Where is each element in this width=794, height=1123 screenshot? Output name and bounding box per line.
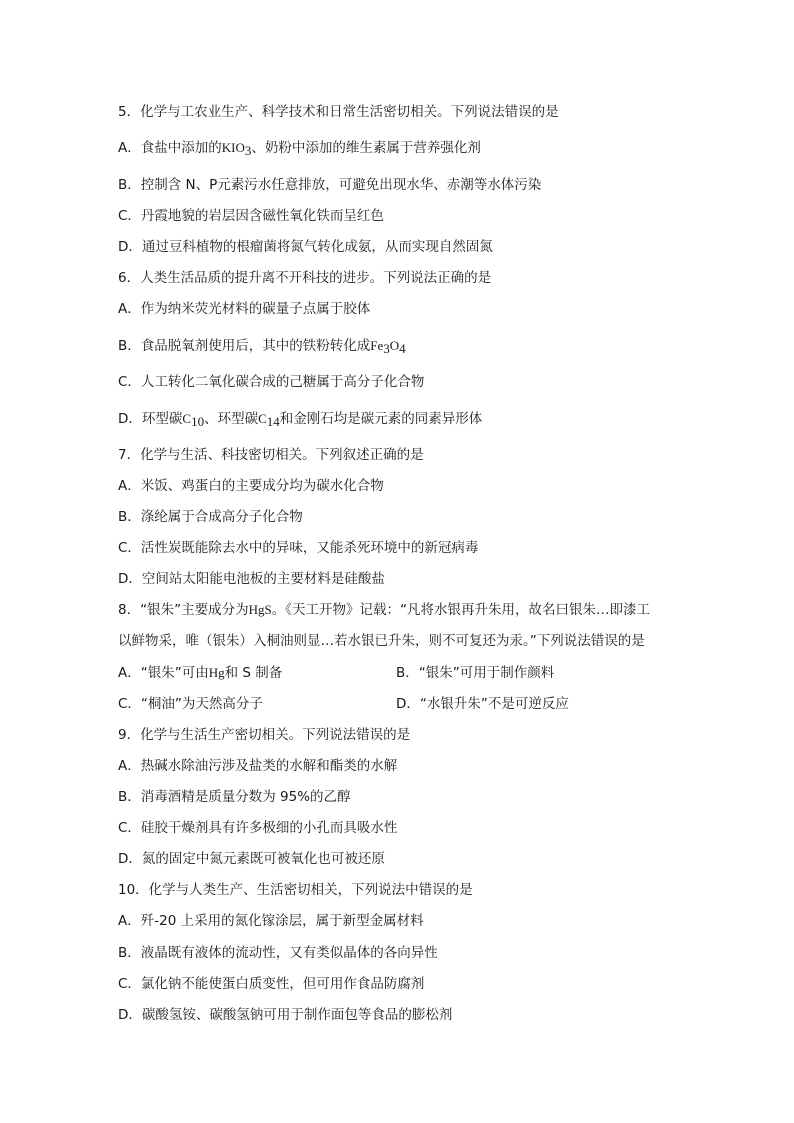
q9-option-b: B．消毒酒精是质量分数为 95%的乙醇: [118, 789, 351, 805]
q9-option-c: C．硅胶干燥剂具有许多极细的小孔而具吸水性: [118, 820, 398, 836]
q8-stem-line2: 以鲜物采，唯（银朱）入桐油则显…若水银已升朱，则不可复还为汞。”下列说法错误的是: [118, 633, 645, 649]
q6-option-b-formula-o: O: [389, 338, 400, 353]
q8-option-c: C．“桐油”为天然高分子: [118, 696, 263, 712]
q6-option-d-formula-c14: C: [258, 411, 267, 426]
q7-option-c: C．活性炭既能除去水中的异味，又能杀死环境中的新冠病毒: [118, 540, 479, 556]
q6-option-d-formula-c10: C: [182, 411, 192, 426]
q5-option-c: C．丹霞地貌的岩层因含磁性氧化铁而呈红色: [118, 208, 384, 224]
q9-option-d: D．氮的固定中氮元素既可被氧化也可被还原: [118, 851, 385, 867]
q9-stem: 9．化学与生活生产密切相关。下列说法错误的是: [118, 727, 411, 743]
q5-option-a-subscript: 3: [244, 143, 252, 158]
q10-option-b: B．液晶既有液体的流动性，又有类似晶体的各向异性: [118, 945, 438, 961]
q7-option-d: D．空间站太阳能电池板的主要材料是硅酸盐: [118, 571, 385, 587]
q8-option-a: [118, 663, 282, 683]
q7-stem: 7．化学与生活、科技密切相关。下列叙述正确的是: [118, 447, 424, 463]
q8-option-a-formula: Hg: [208, 665, 225, 680]
q9-option-a: A．热碱水除油污涉及盐类的水解和酯类的水解: [118, 758, 398, 774]
q8-stem-suffix: 。《天工开物》记载：“凡将水银再升朱用，故名曰银朱…即漆工: [271, 602, 650, 618]
q5-stem: 5．化学与工农业生产、科学技术和日常生活密切相关。下列说法错误的是: [118, 104, 559, 120]
q5-option-b: B．控制含 N、P元素污水任意排放，可避免出现水华、赤潮等水体污染: [118, 177, 542, 193]
q8-option-a-prefix: A．“银朱”可由: [118, 665, 209, 681]
q5-option-a-prefix: A．食盐中添加的: [118, 140, 222, 156]
q6-option-d-sub-14: 14: [266, 414, 280, 429]
q7-option-a: A．米饭、鸡蛋白的主要成分均为碳水化合物: [118, 478, 384, 494]
q6-option-d: [118, 409, 482, 432]
q6-option-b-prefix: B．食品脱氧剂使用后，其中的铁粉转化成: [118, 338, 371, 354]
q6-stem: 6．人类生活品质的提升离不开科技的进步。下列说法正确的是: [118, 270, 492, 286]
q6-option-b: [118, 336, 406, 359]
q6-option-b-sub-4: 4: [399, 341, 406, 356]
q10-option-c: C．氯化钠不能使蛋白质变性，但可用作食品防腐剂: [118, 976, 425, 992]
q6-option-d-prefix: D．环型碳: [118, 411, 183, 427]
q8-stem-formula: HgS: [248, 602, 272, 617]
q6-option-a: A．作为纳米荧光材料的碳量子点属于胶体: [118, 301, 371, 317]
q6-option-b-sub-3: 3: [383, 341, 390, 356]
q5-option-a: [118, 138, 481, 161]
q6-option-b-formula-fe: Fe: [370, 338, 384, 353]
q10-stem: 10．化学与人类生产、生活密切相关，下列说法中错误的是: [118, 882, 473, 898]
q5-option-d: D．通过豆科植物的根瘤菌将氮气转化成氨，从而实现自然固氮: [118, 239, 493, 255]
q7-option-b: B．涤纶属于合成高分子化合物: [118, 509, 303, 525]
q8-stem-prefix: 8．“银朱”主要成分为: [118, 602, 249, 618]
q8-option-b: B．“银朱”可用于制作颜料: [396, 665, 555, 681]
q10-option-a: A．歼-20 上采用的氮化镓涂层，属于新型金属材料: [118, 913, 424, 929]
q6-option-d-suffix: 和金刚石均是碳元素的同素异形体: [279, 411, 483, 427]
q6-option-c: C．人工转化二氧化碳合成的己糖属于高分子化合物: [118, 374, 425, 390]
q8-stem-line1: [118, 600, 650, 620]
q6-option-d-middle: 、环型碳: [204, 411, 259, 427]
q8-option-d: D．“水银升朱”不是可逆反应: [396, 696, 569, 712]
q5-option-a-formula: KIO: [221, 140, 245, 155]
q10-option-d: D．碳酸氢铵、碳酸氢钠可用于制作面包等食品的膨松剂: [118, 1007, 453, 1023]
q5-option-a-suffix: 、奶粉中添加的维生素属于营养强化剂: [251, 140, 481, 156]
q8-option-a-suffix: 和 S 制备: [224, 665, 283, 681]
q6-option-d-sub-10: 10: [191, 414, 205, 429]
